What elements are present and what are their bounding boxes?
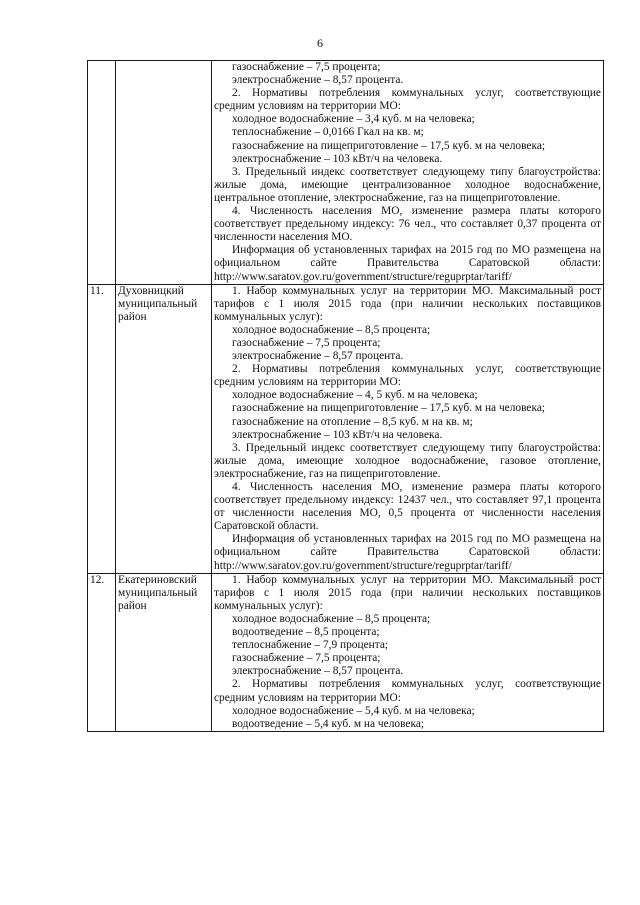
district-name [116, 61, 212, 285]
info-list-item: холодное водоснабжение – 8,5 процента; [232, 612, 431, 625]
district-name: Духовницкий муниципальный район [116, 284, 212, 573]
tariff-table [87, 60, 604, 732]
info-list-item: газоснабжение – 7,5 процента; [232, 336, 381, 349]
tariff-info [212, 61, 604, 285]
table-row [88, 284, 604, 573]
info-paragraph: 4. Численность населения МО, изменение размера платы которого соответствует предельному индексу: 12437 чел., что составляет 97,1 процента от численности населения МО, 0,5 процента от численности населения Саратовской области. [214, 481, 601, 533]
page-number: 6 [317, 36, 323, 50]
info-list-item: водоотведение – 5,4 куб. м на человека; [232, 717, 425, 730]
info-list-item: газоснабжение – 7,5 процента; [232, 652, 381, 665]
table-row [88, 573, 604, 731]
info-list-item: холодное водоснабжение – 4, 5 куб. м на человека; [232, 389, 478, 402]
row-number: 11. [88, 284, 116, 573]
info-list-item: теплоснабжение – 0,0166 Гкал на кв. м; [232, 126, 424, 139]
info-list-item: электроснабжение – 8,57 процента. [232, 350, 404, 363]
info-list-item: теплоснабжение – 7,9 процента; [232, 639, 389, 652]
info-paragraph: 1. Набор коммунальных услуг на территории МО. Максимальный рост тарифов с 1 июля 2015 года (при наличии нескольких поставщиков коммунальных услуг): [214, 573, 601, 612]
info-list-item: газоснабжение – 7,5 процента; [232, 61, 381, 73]
info-list-item: электроснабжение – 103 кВт/ч на человека. [232, 152, 443, 165]
info-paragraph: Информация об установленных тарифах на 2015 год по МО размещена на официальном сайте Правительства Саратовской области: http://www.saratov.gov.ru/government/structure/reguprptar/tariff/ [214, 533, 601, 572]
row-number [88, 61, 116, 285]
table-row [88, 61, 604, 285]
row-number: 12. [88, 573, 116, 731]
info-paragraph: Информация об установленных тарифах на 2015 год по МО размещена на официальном сайте Правительства Саратовской области: http://www.saratov.gov.ru/government/structure/reguprptar/tariff/ [214, 244, 601, 283]
info-paragraph: 4. Численность населения МО, изменение размера платы которого соответствует предельному индексу: 76 чел., что составляет 0,37 процента от численности населения МО. [214, 205, 601, 244]
info-list-item: водоотведение – 8,5 процента; [232, 626, 380, 639]
info-paragraph: 3. Предельный индекс соответствует следующему типу благоустройства: жилые дома, имеющие централизованное холодное водоснабжение, центральное отопление, электроснабжение, газ на пищеприготовление. [214, 165, 601, 204]
info-list-item: электроснабжение – 8,57 процента. [232, 74, 404, 87]
info-paragraph: 2. Нормативы потребления коммунальных услуг, соответствующие средним условиям на территории МО: [214, 363, 601, 389]
tariff-info [212, 284, 604, 573]
district-name: Екатериновский муниципальный район [116, 573, 212, 731]
table-body [88, 61, 604, 732]
info-list-item: холодное водоснабжение – 8,5 процента; [232, 323, 431, 336]
info-list-item: газоснабжение на пищеприготовление – 17,5 куб. м на человека; [232, 402, 546, 415]
info-list-item: холодное водоснабжение – 5,4 куб. м на человека; [232, 704, 475, 717]
info-paragraph: 3. Предельный индекс соответствует следующему типу благоустройства: жилые дома, имеющие холодное водоснабжение, газовое отопление, электроснабжение, газ на пищеприготовление. [214, 441, 601, 480]
info-paragraph: 2. Нормативы потребления коммунальных услуг, соответствующие средним условиям на территории МО: [214, 678, 601, 704]
info-paragraph: 2. Нормативы потребления коммунальных услуг, соответствующие средним условиям на территории МО: [214, 87, 601, 113]
info-list-item: газоснабжение на пищеприготовление – 17,5 куб. м на человека; [232, 139, 546, 152]
info-list-item: газоснабжение на отопление – 8,5 куб. м на кв. м; [232, 415, 473, 428]
info-list-item: холодное водоснабжение – 3,4 куб. м на человека; [232, 113, 475, 126]
info-list-item: электроснабжение – 8,57 процента. [232, 665, 404, 678]
info-list-item: электроснабжение – 103 кВт/ч на человека. [232, 428, 443, 441]
info-paragraph: 1. Набор коммунальных услуг на территории МО. Максимальный рост тарифов с 1 июля 2015 года (при наличии нескольких поставщиков коммунальных услуг): [214, 284, 601, 323]
tariff-info [212, 573, 604, 731]
